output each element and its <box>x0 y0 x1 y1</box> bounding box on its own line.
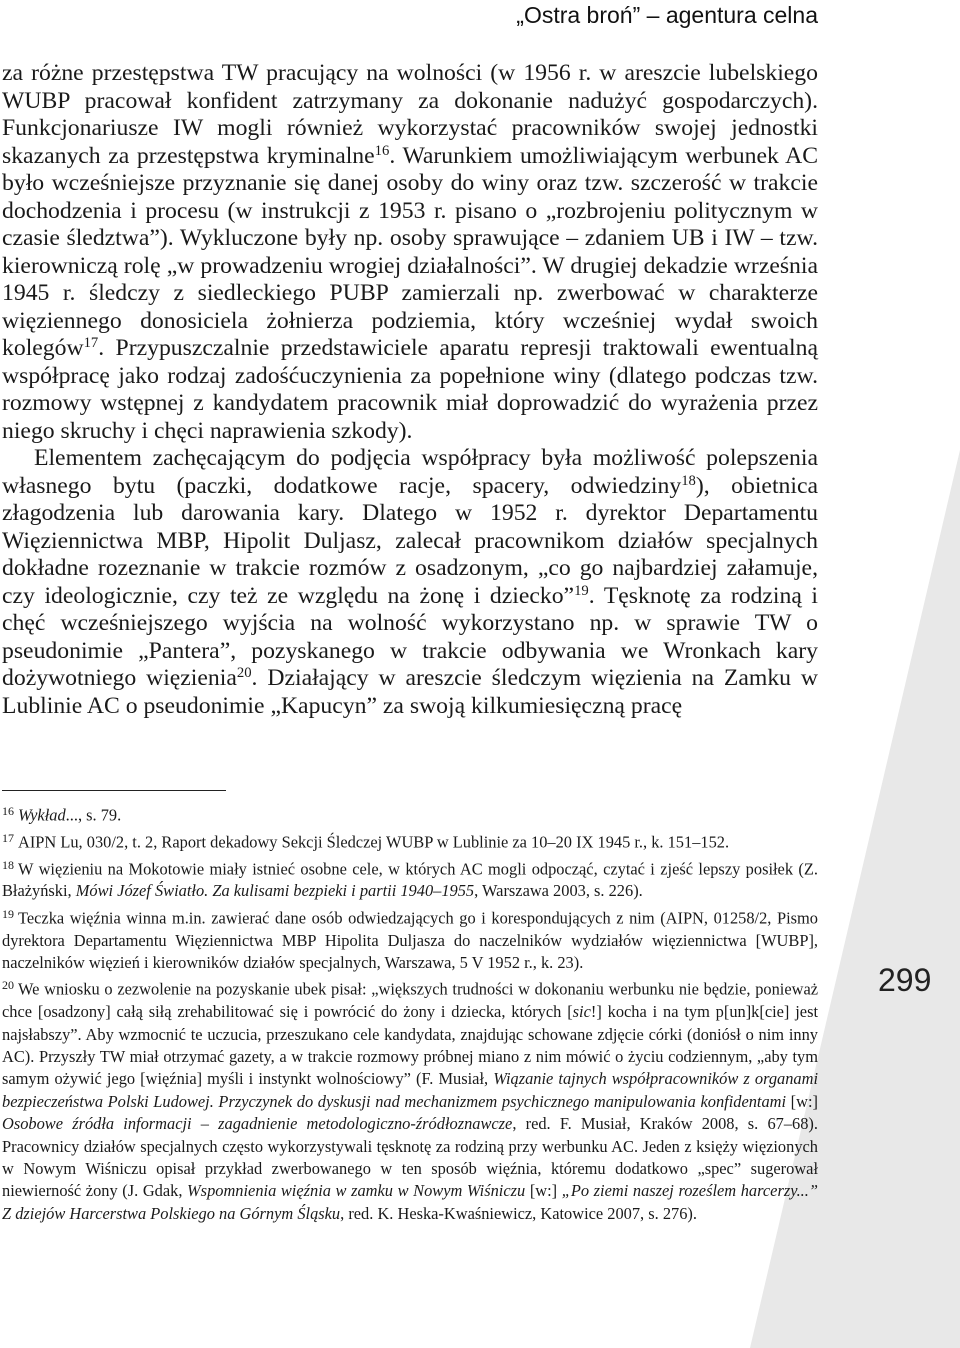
italic-run: „Po ziemi naszej roześlem harcerzy...” Z dziejów Harcerstwa Polskiego na Górnym Śląsku <box>2 1181 818 1223</box>
footnote-text: We wniosku o zezwolenie na pozyskanie ubek pisał: „większych trudności w dokonaniu werbunku nie będzie, ponieważ chce [osadzony] całą siłą zrehabilitować się i powrócić do żony i dziecka, których [sic!] kocha i na tym p[un]k[cie] jest najsłabszy”. Aby wzmocnić te uczucia, przeszukano cele kandydata, znajdując schowane zdjęcie córki (doniósł o nim inny AC). Przyszły TW miał otrzymać gazety, a w trakcie rozmowy próbnej miano z nim mówić o życiu codziennym, „aby tym samym ożywić jego [więźnia] myśli i instynkt wolnościowy” (F. Musiał, Wiązanie tajnych współpracowników z organami bezpieczeństwa Polski Ludowej. Przyczynek do dyskusji nad mechanizmem psychicznego manipulowania konfidentami [w:] Osobowe źródła informacji – zagadnienie metodologiczno-źródłoznawcze, red. F. Musiał, Kraków 2008, s. 67–68). Pracownicy działów specjalnych często wykorzystywali tęsknotę za rodziną przy werbunku AC. Jeden z księży więzionych w Nowym Wiśniczu opisał przykład zwerbowanego w ten sposób więźnia, któremu dodatkowo „spec” sugerował niewierność żony (J. Gdak, Wspomnienia więźnia w zamku w Nowym Wiśniczu [w:] „Po ziemi naszej roześlem harcerzy...” Z dziejów Harcerstwa Polskiego na Górnym Śląsku, red. K. Heska-Kwaśniewicz, Katowice 2007, s. 276). <box>2 979 819 1223</box>
footnote-ref: 17 <box>83 334 99 351</box>
italic-run: Wspomnienia więźnia w zamku w Nowym Wiśniczu <box>187 1181 526 1201</box>
footnote-16 <box>2 800 818 827</box>
footnote-ref: 20 <box>236 664 252 681</box>
paragraph-2: Elementem zachęcającym do podjęcia współpracy była możliwość polepszenia własnego bytu (paczki, dodatkowe racje, spacery, odwiedziny$^{18}$), obietnica złagodzenia lub darowania kary. Dlatego w 1952 r. dyrektor Departamentu Więziennictwa MBP, Hipolit Duljasz, zalecał pracownikom działów specjalnych dokładne rozeznanie w trakcie rozmów z osadzonym, „co go najbardziej załamuje, czy ideologicznie, czy też ze względu na żonę i dziecko”$^{19}$. Tęsknotę za rodziną i chęć wcześniejszego wyjścia na wolność wykorzystano np. w sprawie TW o pseudonimie „Pantera”, pozyskanego w trakcie odbywania we Wronkach kary dożywotniego więzienia$^{20}$. Działający w areszcie śledczym więzienia na Zamku w Lublinie AC o pseudonimie „Kapucyn” za swoją kilkumiesięczną pracę <box>2 445 819 719</box>
footnote-ref: 19 <box>574 582 589 599</box>
footnote-separator <box>2 790 226 791</box>
page-number: 299 <box>878 962 932 998</box>
italic-run: Wykład <box>18 805 66 825</box>
italic-run: Wiązanie tajnych współpracowników z organami bezpieczeństwa Polski Ludowej. Przyczynek do dyskusji nad mechanizmem psychicznego manipulowania konfidentami <box>2 1069 819 1111</box>
footnotes <box>2 800 818 1225</box>
footnote-20 <box>2 974 818 1225</box>
footnote-17 <box>2 827 818 854</box>
footnote-text: AIPN Lu, 030/2, t. 2, Raport dekadowy Sekcji Śledczej WUBP w Lublinie za 10–20 IX 1945 r., k. 151–152. <box>18 832 730 852</box>
italic-run: Osobowe źródła informacji – zagadnienie metodologiczno-źródłoznawcze <box>2 1114 513 1134</box>
footnote-18 <box>2 854 818 903</box>
footnote-number: 18 <box>2 857 14 872</box>
footnote-number: 20 <box>2 978 14 993</box>
main-text <box>2 60 818 720</box>
italic-run: sic <box>572 1002 591 1022</box>
footnote-number: 16 <box>2 804 14 818</box>
paragraph-1: za różne przestępstwa TW pracujący na wolności (w 1956 r. w areszcie lubelskiego WUBP pracował konfident zatrzymany za dokonanie nadużyć gospodarczych). Funkcjonariusze IW mogli również wykorzystać pracowników swojej jednostki skazanych za przestępstwa kryminalne$^{16}$. Warunkiem umożliwiającym werbunek AC było wcześniejsze przyznanie się danej osoby do winy oraz tzw. szczerość w trakcie dochodzenia i procesu (w instrukcji z 1953 r. pisano o „rozbrojeniu politycznym w czasie śledztwa”). Wykluczone były np. osoby sprawujące – zdaniem UB i IW – tzw. kierowniczą rolę „w prowadzeniu wrogiej działalności”. W drugiej dekadzie września 1945 r. śledczy z siedleckiego PUBP zamierzali np. zwerbować w charakterze więziennego donosiciela żołnierza podziemia, który wcześniej wydał swoich kolegów$^{17}$. Przypuszczalnie przedstawiciele aparatu represji traktowali ewentualną współpracę jako rodzaj zadośćuczynienia za popełnione winy (dlatego podczas tzw. rozmowy wstępnej z kandydatem pracownik miał doprowadzić do wyrażenia przez niego skruchy i chęci naprawienia szkody). <box>2 60 818 444</box>
footnote-number: 17 <box>2 830 14 845</box>
footnote-19 <box>2 903 818 975</box>
footnote-text: W więzieniu na Mokotowie miały istnieć osobne cele, w których AC mogli odpocząć, czytać i zjeść lepszy posiłek (Z. Błażyński, Mówi Józef Światło. Za kulisami bezpieki i partii 1940–1955, Warszawa 2003, s. 226). <box>2 858 818 901</box>
footnote-number: 19 <box>2 906 14 921</box>
footnote-ref: 18 <box>681 472 696 489</box>
running-header: „Ostra broń” – agentura celna <box>516 2 818 28</box>
footnote-text: Wykład..., s. 79. <box>18 805 122 825</box>
footnote-text: Teczka więźnia winna m.in. zawierać dane osób odwiedzających go i korespondujących z nim (AIPN, 01258/2, Pismo dyrektora Departamentu Więziennictwa MBP Hipolita Duljasza do naczelników wydziałów więziennictwa [WUBP], naczelników więzień i kierowników działów specjalnych, Warszawa, 5 V 1952 r., k. 23). <box>2 908 818 972</box>
italic-run: Mówi Józef Światło. Za kulisami bezpieki i partii 1940–1955 <box>75 881 475 901</box>
footnote-ref: 16 <box>374 142 390 159</box>
